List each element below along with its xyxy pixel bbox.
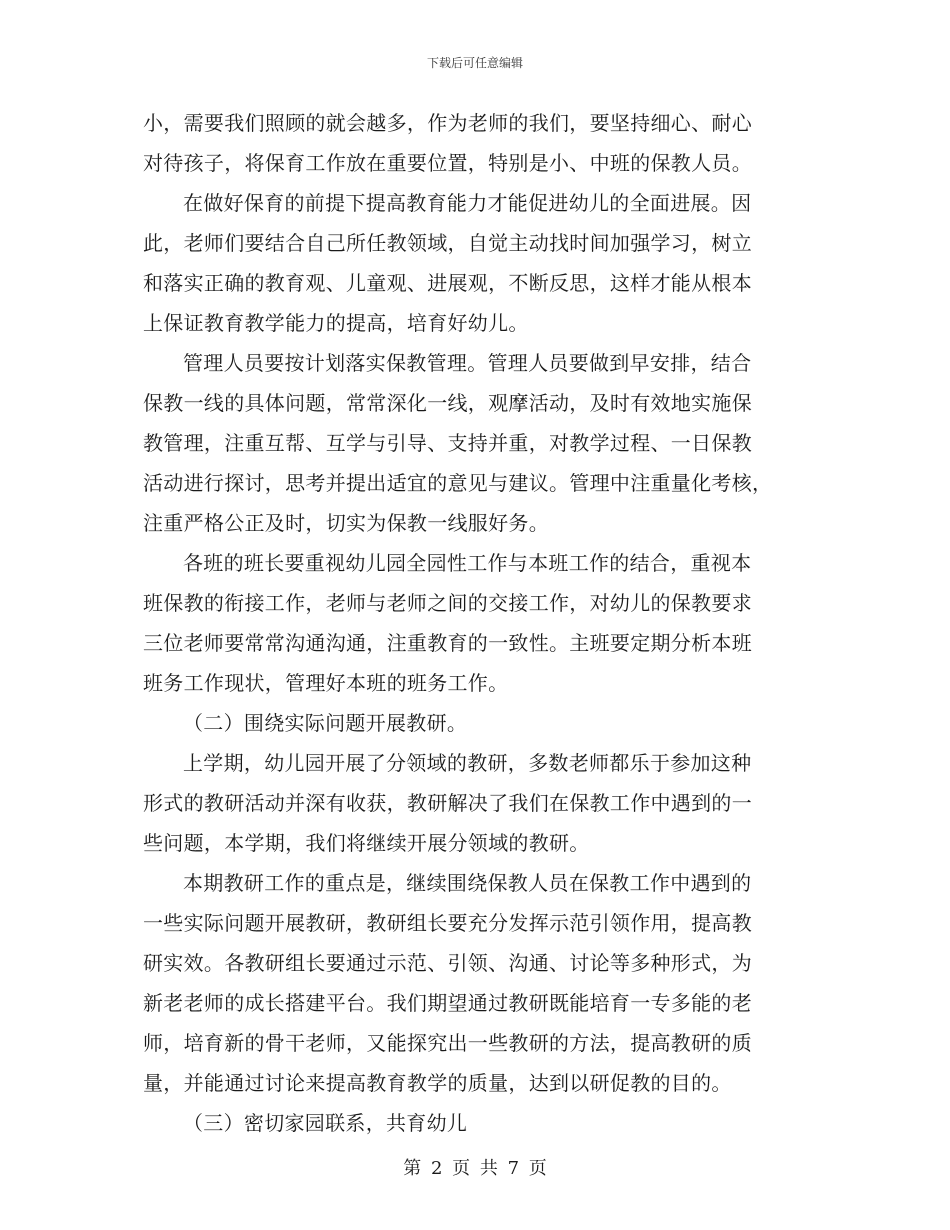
paragraph-1 bbox=[143, 103, 803, 183]
text-line: 些问题，本学期，我们将继续开展分领域的教研。 bbox=[143, 831, 590, 855]
paragraph-4 bbox=[143, 543, 803, 703]
text-line: 三位老师要常常沟通沟通，注重教育的一致性。主班要定期分析本班 bbox=[143, 631, 752, 655]
text-line: 教管理，注重互帮、互学与引导、支持并重，对教学过程、一日保教 bbox=[143, 431, 752, 455]
text-line: 活动进行探讨，思考并提出适宜的意见与建议。管理中注重量化考核， bbox=[143, 471, 773, 495]
text-line: （二）围绕实际问题开展教研。 bbox=[183, 711, 468, 735]
paragraph-2 bbox=[143, 183, 803, 343]
text-line: （三）密切家园联系，共育幼儿 bbox=[183, 1111, 468, 1135]
page-number: 第 2 页 共 7 页 bbox=[403, 1158, 547, 1179]
text-line: 上学期，幼儿园开展了分领域的教研，多数老师都乐于参加这种 bbox=[183, 751, 752, 775]
text-line: 上保证教育教学能力的提高，培育好幼儿。 bbox=[143, 311, 529, 335]
text-line: 班务工作现状，管理好本班的班务工作。 bbox=[143, 671, 509, 695]
text-line: 本期教研工作的重点是，继续围绕保教人员在保教工作中遇到的 bbox=[183, 871, 752, 895]
paragraph-5 bbox=[143, 743, 803, 863]
text-line: 对待孩子，将保育工作放在重要位置，特别是小、中班的保教人员。 bbox=[143, 151, 752, 175]
text-line: 管理人员要按计划落实保教管理。管理人员要做到早安排，结合 bbox=[183, 351, 752, 375]
text-line: 量，并能通过讨论来提高教育教学的质量，达到以研促教的目的。 bbox=[143, 1071, 732, 1095]
text-line: 在做好保育的前提下提高教育能力才能促进幼儿的全面进展。因 bbox=[183, 191, 752, 215]
paragraph-6 bbox=[143, 863, 803, 1103]
text-line: 师，培育新的骨干老师，又能探究出一些教研的方法，提高教研的质 bbox=[143, 1031, 752, 1055]
paragraph-3 bbox=[143, 343, 803, 543]
text-line: 各班的班长要重视幼儿园全园性工作与本班工作的结合，重视本 bbox=[183, 551, 752, 575]
text-line: 形式的教研活动并深有收获，教研解决了我们在保教工作中遇到的一 bbox=[143, 791, 752, 815]
text-line: 和落实正确的教育观、儿童观、进展观，不断反思，这样才能从根本 bbox=[143, 271, 752, 295]
text-line: 此，老师们要结合自己所任教领域，自觉主动找时间加强学习，树立 bbox=[143, 231, 752, 255]
text-line: 班保教的衔接工作，老师与老师之间的交接工作，对幼儿的保教要求 bbox=[143, 591, 752, 615]
text-line: 研实效。各教研组长要通过示范、引领、沟通、讨论等多种形式，为 bbox=[143, 951, 752, 975]
section-heading-2 bbox=[143, 703, 803, 743]
text-line: 注重严格公正及时，切实为保教一线服好务。 bbox=[143, 511, 549, 535]
section-heading-3 bbox=[143, 1103, 803, 1143]
document-body bbox=[143, 103, 803, 1143]
text-line: 小，需要我们照顾的就会越多，作为老师的我们，要坚持细心、耐心 bbox=[143, 111, 752, 135]
text-line: 一些实际问题开展教研，教研组长要充分发挥示范引领作用，提高教 bbox=[143, 911, 752, 935]
page-header-note: 下载后可任意编辑 bbox=[426, 56, 523, 70]
text-line: 新老老师的成长搭建平台。我们期望通过教研既能培育一专多能的老 bbox=[143, 991, 752, 1015]
text-line: 保教一线的具体问题，常常深化一线，观摩活动，及时有效地实施保 bbox=[143, 391, 752, 415]
